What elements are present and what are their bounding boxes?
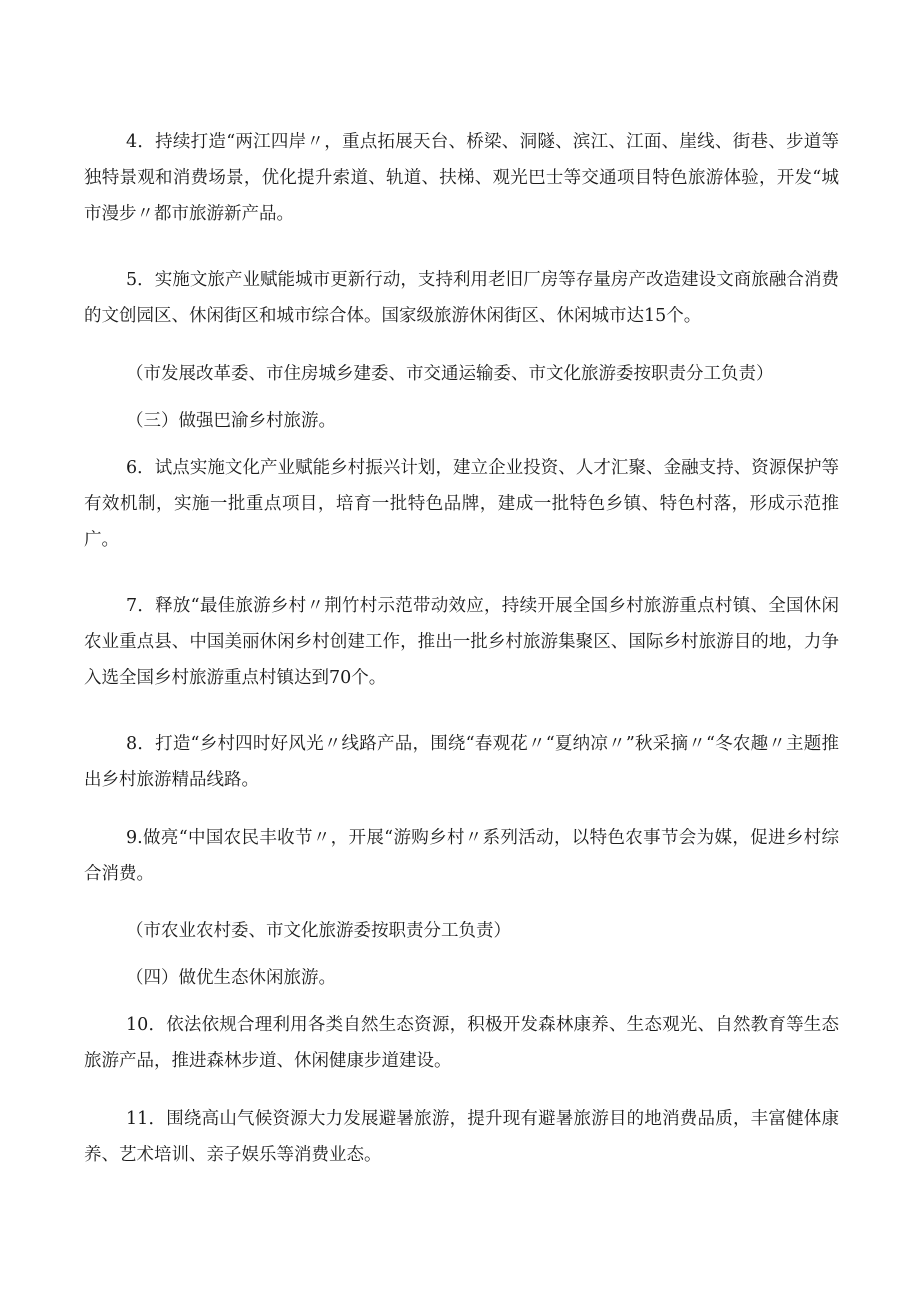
paragraph-item-9: 9.做亮“中国农民丰收节〃，开展“游购乡村〃系列活动，以特色农事节会为媒，促进乡村综合消费。 [84,828,839,884]
paragraph-item-8: 8．打造“乡村四时好风光〃线路产品，围绕“春观花〃“夏纳凉〃”秋采摘〃“冬农趣〃主题推出乡村旅游精品线路。 [84,734,839,790]
paragraph-item-10: 10．依法依规合理利用各类自然生态资源，积极开发森林康养、生态观光、自然教育等生态旅游产品，推进森林步道、休闲健康步道建设。 [84,1015,839,1071]
paragraph-item-6: 6．试点实施文化产业赋能乡村振兴计划，建立企业投资、人才汇聚、金融支持、资源保护等有效机制，实施一批重点项目，培育一批特色品牌，建成一批特色乡镇、特色村落，形成示范推广。 [84,458,839,550]
responsibility-note: （市发展改革委、市住房城乡建委、市交通运输委、市文化旅游委按职责分工负责） [126,364,774,384]
paragraph-item-7: 7．释放“最佳旅游乡村〃荆竹村示范带动效应，持续开展全国乡村旅游重点村镇、全国休闲农业重点县、中国美丽休闲乡村创建工作，推出一批乡村旅游集聚区、国际乡村旅游目的地，力争入选全国乡村旅游重点村镇达到70个。 [84,596,839,688]
paragraph-item-4: 4．持续打造“两江四岸〃，重点拓展天台、桥梁、洞隧、滨江、江面、崖线、街巷、步道等独特景观和消费场景，优化提升索道、轨道、扶梯、观光巴士等交通项目特色旅游体验，开发“城市漫步〃都市旅游新产品。 [84,132,839,224]
section-heading-4: （四）做优生态休闲旅游。 [126,968,336,988]
section-heading-3: （三）做强巴渝乡村旅游。 [126,411,336,431]
paragraph-item-11: 11．围绕高山气候资源大力发展避暑旅游，提升现有避暑旅游目的地消费品质，丰富健体康养、艺术培训、亲子娱乐等消费业态。 [84,1109,839,1165]
responsibility-note: （市农业农村委、市文化旅游委按职责分工负责） [126,921,511,941]
paragraph-item-5: 5．实施文旅产业赋能城市更新行动，支持利用老旧厂房等存量房产改造建设文商旅融合消费的文创园区、休闲街区和城市综合体。国家级旅游休闲街区、休闲城市达15个。 [84,270,839,326]
